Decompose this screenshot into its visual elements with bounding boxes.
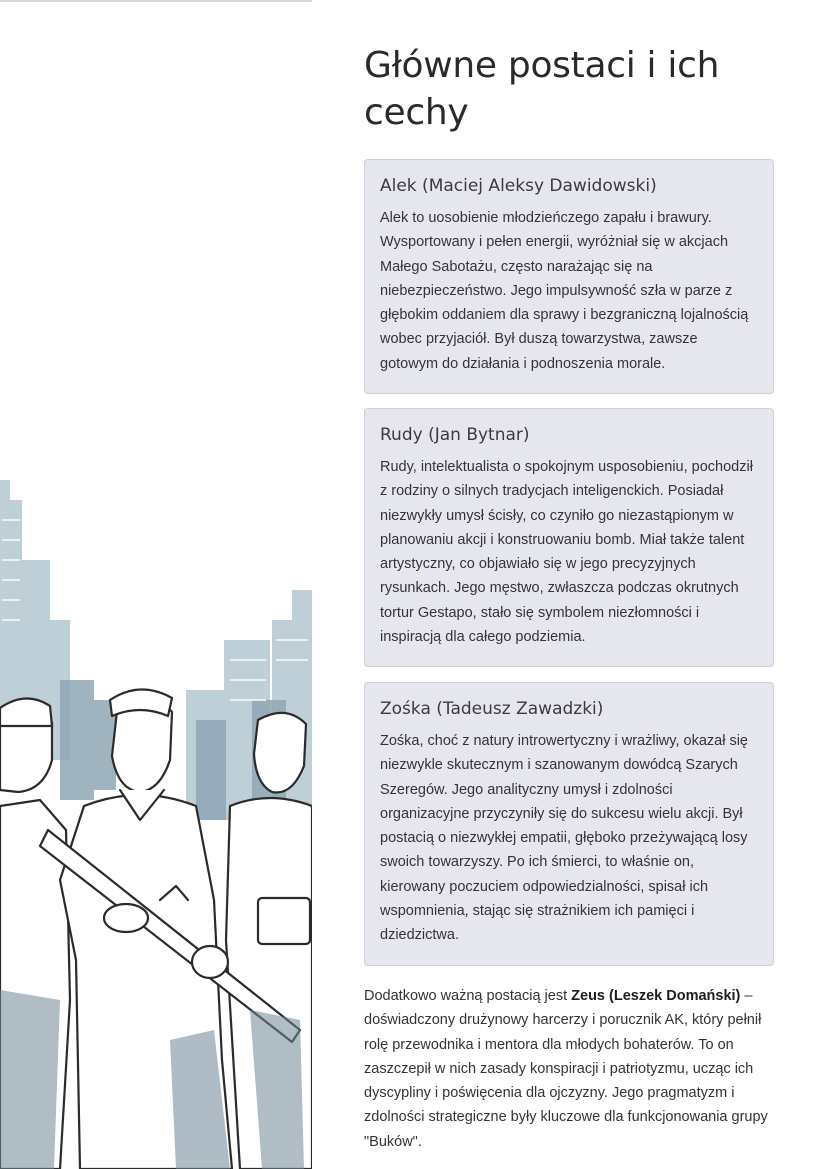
character-card-alek <box>364 159 774 394</box>
character-description: Zośka, choć z natury introwertyczny i wrażliwy, okazał się niezwykle skutecznym i szanowanym dowódcą Szarych Szeregów. Jego analityczny umysł i zdolności organizacyjne przyczyniły się do sukcesu wielu akcji. Był postacią o niezwykłej empatii, głęboko przeżywającą losy swoich towarzyszy. Po ich śmierci, to właśnie on, kierowany poczuciem odpowiedzialności, spisał ich wspomnienia, stając się strażnikiem ich pamięci i dziedzictwa. <box>380 733 748 944</box>
character-description: Alek to uosobienie młodzieńczego zapału i brawury. Wysportowany i pełen energii, wyróżniał się w akcjach Małego Sabotażu, często narażając się na niebezpieczeństwo. Jego impulsywność szła w parze z głębokim oddaniem dla sprawy i bezgraniczną lojalnością wobec przyjaciół. Był duszą towarzystwa, zawsze gotowym do działania i podnoszenia morale. <box>380 210 749 372</box>
additional-character-name: Zeus (Leszek Domański) <box>571 988 741 1004</box>
character-name: Alek (Maciej Aleksy Dawidowski) <box>380 176 657 196</box>
scouts-soldiers-illustration <box>0 0 312 1169</box>
additional-character-paragraph <box>364 984 776 1154</box>
additional-description: – doświadczony drużynowy harcerzy i porucznik AK, który pełnił rolę przewodnika i mentora dla młodych bohaterów. To on zaszczepił w nich zasady konspiracji i patriotyzmu, ucząc ich dyscypliny i poświęcenia dla ojczyzny. Jego pragmatyzm i zdolności strategiczne były kluczowe dla funkcjonowania grupy "Buków". <box>364 988 768 1150</box>
page-title: Główne postaci i ich cechy <box>364 45 720 133</box>
character-description: Rudy, intelektualista o spokojnym usposobieniu, pochodził z rodziny o silnych tradycjach inteligenckich. Posiadał niezwykły umysł ścisły, co czyniło go niezastąpionym w planowaniu akcji i konstruowaniu bomb. Miał także talent artystyczny, co objawiało się w jego precyzyjnych rysunkach. Jego męstwo, zwłaszcza podczas okrutnych tortur Gestapo, stało się symbolem niezłomności i inspiracją dla całego podziemia. <box>380 459 753 646</box>
character-name: Zośka (Tadeusz Zawadzki) <box>380 699 604 719</box>
additional-intro: Dodatkowo ważną postacią jest <box>364 988 572 1004</box>
character-card-zoska <box>364 682 774 966</box>
character-name: Rudy (Jan Bytnar) <box>380 425 530 445</box>
character-card-rudy <box>364 408 774 667</box>
illustration-svg <box>0 0 312 1169</box>
